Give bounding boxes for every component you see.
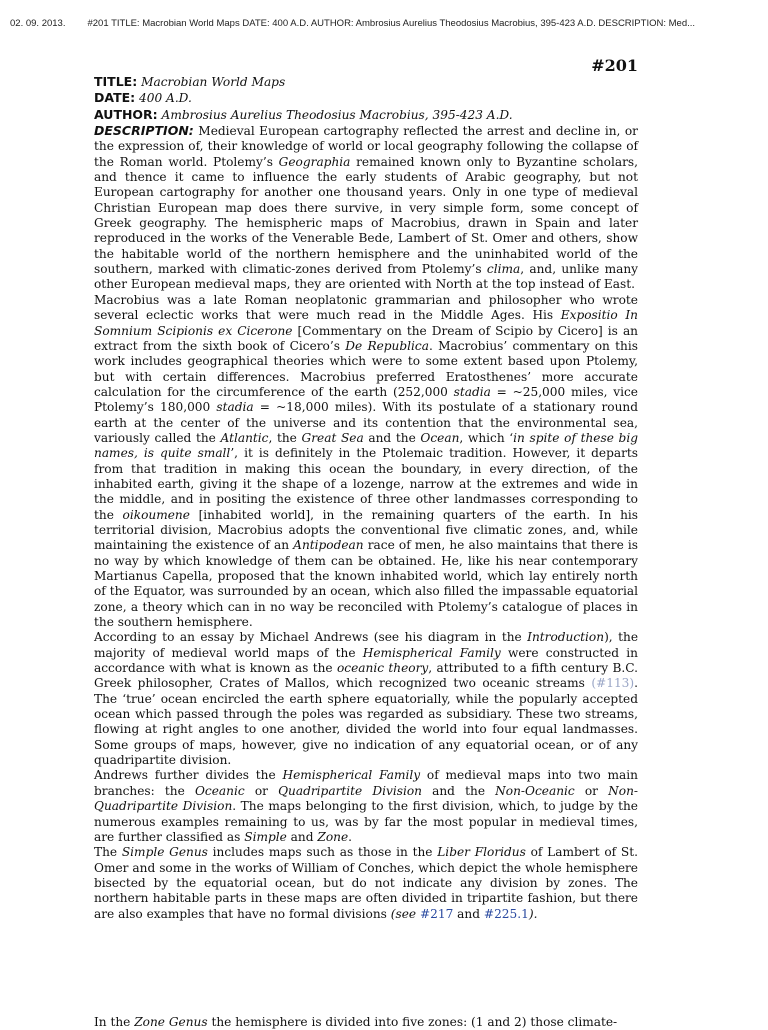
text-italic: Simple Genus bbox=[121, 845, 208, 860]
text: The bbox=[94, 845, 122, 860]
title-line bbox=[94, 74, 638, 90]
text-italic: stadia bbox=[453, 384, 491, 399]
paragraph-zone-genus bbox=[94, 1015, 638, 1030]
text-italic: Antipodean bbox=[293, 538, 364, 553]
text: According to an essay by Michael Andrews (see his diagram in the bbox=[94, 630, 528, 645]
text: Medieval European cartography reflected the arrest and decline in, or the expression of, their knowledge of world or local geography following the collapse of the Roman world. Ptolemy’s bbox=[94, 124, 638, 169]
text-italic: oceanic theory bbox=[337, 661, 429, 676]
description-label: DESCRIPTION: bbox=[94, 123, 194, 139]
text-italic: clima bbox=[486, 262, 521, 277]
header-date: 02. 09. 2013. bbox=[10, 18, 66, 29]
date-label: DATE: bbox=[94, 90, 136, 106]
text-italic: Simple bbox=[244, 829, 287, 844]
document-number: #201 bbox=[591, 56, 638, 75]
text-italic: Expositio In Somnium Scipionis ex Cicerone bbox=[94, 308, 638, 338]
text: the hemisphere is divided into five zones: (1 and 2) those climate- bbox=[207, 1015, 618, 1029]
date-line bbox=[94, 90, 638, 106]
text-italic: Zone bbox=[317, 829, 349, 844]
text: = ~25,000 miles, vice Ptolemy’s 180,000 bbox=[94, 384, 638, 415]
text: , the bbox=[268, 430, 302, 445]
text: . bbox=[348, 829, 352, 844]
text: of Lambert of St. Omer and some in the works of William of Conches, which depict the whole hemisphere bisected by the equatorial ocean, but do not indicate any division by zones. The northern habitable parts in these maps are often divided in tripartite fashion, but there are also examples that have no formal divisions bbox=[94, 845, 638, 921]
text-italic: Liber Floridus bbox=[437, 845, 526, 860]
text: ), the majority of medieval world maps of the bbox=[94, 630, 639, 660]
text-italic: stadia bbox=[216, 400, 254, 415]
title-value: Macrobian World Maps bbox=[141, 75, 286, 89]
text-italic: De Republica bbox=[345, 338, 429, 353]
text-italic: Geographia bbox=[278, 154, 351, 169]
text-italic: Quadripartite Division bbox=[278, 783, 422, 798]
text: race of men, he also maintains that there is no way by which knowledge of them can be obtained. He, like his near contemporary Martianus Capella, proposed that the known inhabited world, which lay entirely north of the Equator, was surrounded by an ocean, which also filled the impassable equatorial zone, a theory which can in no way be reconciled with Ptolemy’s catalogue of places in the southern hemisphere. bbox=[94, 538, 638, 630]
text-italic: Zone Genus bbox=[134, 1015, 208, 1029]
text: = ~18,000 miles). With its postulate of a stationary round earth at the center of the universe and its contention that the environmental sea, variously called the bbox=[94, 400, 638, 445]
text: ’, it is definitely in the Ptolemaic tradition. However, it departs from that tradition in making this ocean the boundary, in every direction, of the inhabited earth, giving it the shape of a lozenge, narrow at the extremes and wide in the middle, and in positing the existence of three other landmasses corresponding to the bbox=[94, 446, 638, 522]
text: . The maps belonging to the first division, which, to judge by the numerous examples remaining to us, was by far the most popular in medieval times, are further classified as bbox=[94, 799, 638, 844]
text: includes maps such as those in the bbox=[207, 845, 438, 860]
title-label: TITLE: bbox=[94, 74, 138, 89]
text: of medieval maps into two main branches: the bbox=[94, 768, 638, 798]
text-italic: ). bbox=[528, 906, 538, 921]
text: were constructed in accordance with what is known as the bbox=[94, 645, 638, 676]
page-header bbox=[10, 18, 758, 29]
text: remained known only to Byzantine scholars, and thence it came to influence the early students of Arabic geography, but not European cartography for another one thousand years. Only in one type of medieval Christian European map does there survive, in very simple form, some concept of Greek geography. The hemispheric maps of Macrobius, drawn in Spain and later reproduced in the works of the Venerable Bede, Lambert of St. Omer and others, show the habitable world of the northern hemisphere and the uninhabited world of the southern, marked with climatic-zones derived from Ptolemy’s bbox=[94, 154, 638, 277]
text: and the bbox=[363, 430, 421, 445]
link-113[interactable]: (#113) bbox=[591, 676, 635, 691]
text-italic: Introduction bbox=[527, 630, 605, 645]
text-italic: Non-Oceanic bbox=[495, 783, 575, 798]
text-italic: Ocean bbox=[420, 430, 460, 445]
link-217[interactable]: #217 bbox=[419, 906, 454, 921]
text: Macrobius was a late Roman neoplatonic grammarian and philosopher who wrote several eclectic works that were much read in the Middle Ages. His bbox=[94, 292, 638, 323]
text-italic: (see bbox=[390, 906, 420, 921]
paragraph-andrews-essay bbox=[94, 630, 638, 768]
text-italic: Great Sea bbox=[301, 430, 364, 445]
text: or bbox=[244, 783, 279, 798]
paragraph-andrews-division bbox=[94, 768, 638, 845]
text: . Macrobius’ commentary on this work includes geographical theories which were to some extent based upon Ptolemy, but with certain differences. Macrobius preferred Eratosthenes’ more accurate calculation for the circumference of the earth (252,000 bbox=[94, 338, 638, 399]
paragraph-description bbox=[94, 123, 638, 293]
text: [inhabited world], in the remaining quarters of the earth. In his territorial division, Macrobius adopts the conventional five climatic zones, and, while maintaining the existence of an bbox=[94, 507, 638, 553]
author-line bbox=[94, 107, 638, 123]
text-italic: Hemispherical Family bbox=[282, 768, 421, 783]
text: . The ‘true’ ocean encircled the earth sphere equatorially, while the popularly accepted ocean which passed through the poles was regarded as subsidiary. These two streams, flowing at right angles to one another, divided the world into four equal landmasses. Some groups of maps, however, give no indication of any equatorial ocean, or of any quadripartite division. bbox=[94, 676, 638, 768]
text: and the bbox=[421, 783, 496, 798]
text: or bbox=[574, 783, 609, 798]
text: and bbox=[286, 829, 318, 844]
text: [Commentary on the Dream of Scipio by Cicero] is an extract from the sixth book of Cicero’s bbox=[94, 323, 639, 353]
text-italic: Hemispherical Family bbox=[362, 645, 501, 660]
text: , and, unlike many other European medieval maps, they are oriented with North at the top instead of East. bbox=[94, 262, 638, 292]
text-italic: oikoumene bbox=[122, 507, 190, 522]
link-225-1[interactable]: #225.1 bbox=[483, 906, 529, 921]
author-value: Ambrosius Aurelius Theodosius Macrobius, 395-423 A.D. bbox=[161, 107, 513, 122]
document-body bbox=[94, 74, 638, 922]
text: , attributed to a fifth century B.C. Greek philosopher, Crates of Mallos, which recognized two oceanic streams bbox=[94, 661, 639, 691]
text: Andrews further divides the bbox=[94, 768, 283, 783]
author-label: AUTHOR: bbox=[94, 106, 158, 122]
paragraph-simple-genus bbox=[94, 845, 638, 922]
text-italic: Atlantic bbox=[220, 430, 269, 445]
text: , which ‘ bbox=[459, 430, 514, 445]
header-text: #201 TITLE: Macrobian World Maps DATE: 400 A.D. AUTHOR: Ambrosius Aurelius Theodosius Macrobius, 395-423 A.D. DESCRIPTION: Med... bbox=[87, 18, 696, 29]
paragraph-macrobius bbox=[94, 293, 638, 631]
date-value: 400 A.D. bbox=[139, 91, 192, 106]
text-italic: in spite of these big names, is quite small bbox=[94, 430, 638, 461]
text: and bbox=[453, 906, 484, 921]
text-italic: Non-Quadripartite Division bbox=[94, 783, 638, 814]
text: In the bbox=[94, 1015, 135, 1029]
text-italic: Oceanic bbox=[194, 783, 245, 798]
